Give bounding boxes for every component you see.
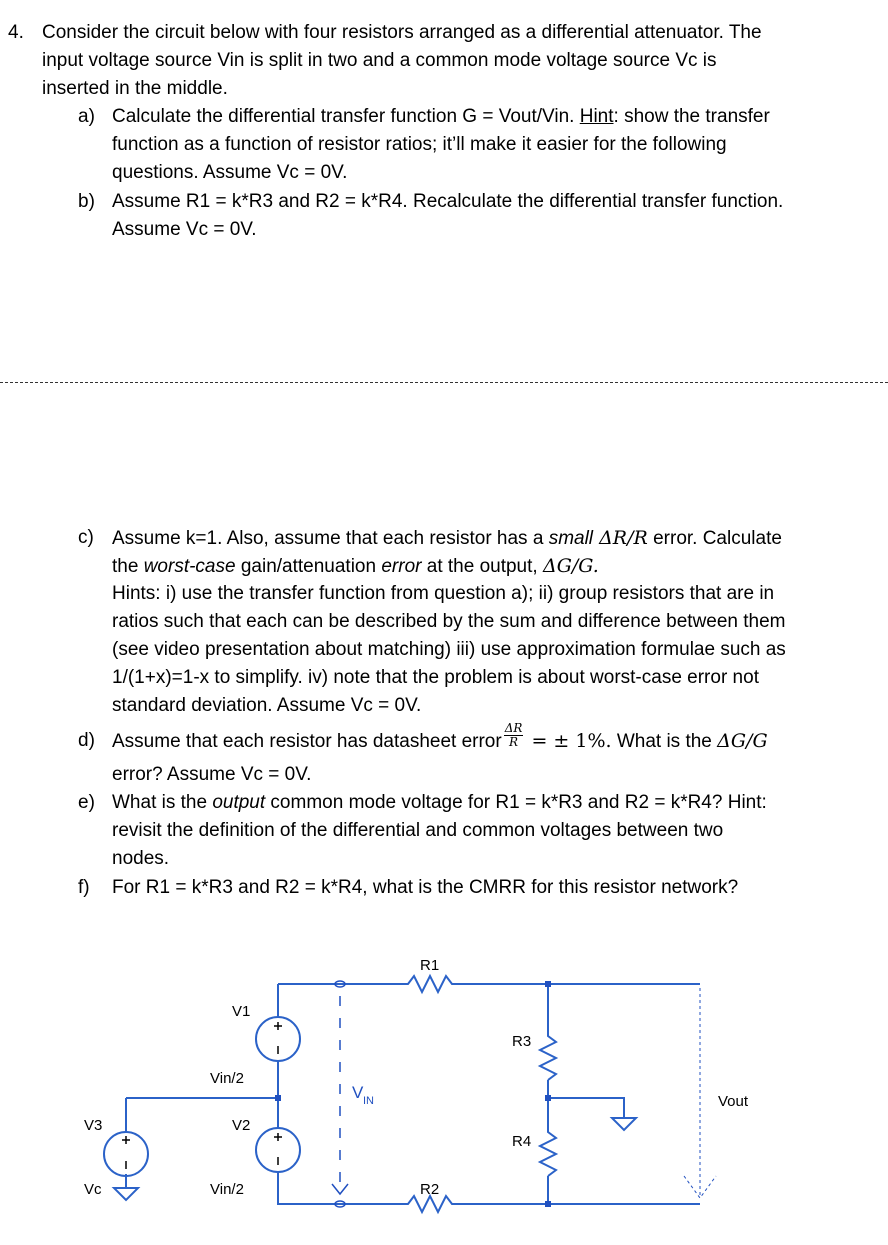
node-bottom [545, 1201, 551, 1207]
label-r4: R4 [512, 1133, 532, 1150]
part-c-small: small [548, 528, 594, 549]
r1-resistor [400, 976, 464, 992]
part-d-line-1 [112, 721, 768, 756]
node-top [545, 981, 551, 987]
part-c-line-7: standard deviation. Assume Vc = 0V. [112, 695, 422, 716]
part-a-line-1-pre: Calculate the differential transfer function G = Vout/Vin. [112, 106, 580, 127]
part-a-line-3: questions. Assume Vc = 0V. [112, 162, 348, 183]
nodes [275, 981, 551, 1207]
mid-wire [126, 1086, 278, 1116]
part-e-line-2: revisit the definition of the differential and common voltages between two [112, 820, 724, 841]
part-a-line-1 [112, 103, 770, 131]
part-c-marker: c) [78, 527, 94, 548]
top-wire [278, 984, 700, 992]
part-c-dr-over-r: ΔR/R [593, 527, 648, 549]
part-e-marker: e) [78, 792, 95, 813]
part-c-line-2-mid: gain/attenuation [235, 556, 382, 577]
circuit-diagram [0, 940, 888, 1240]
label-v1: V1 [232, 1003, 251, 1020]
part-c-line-1 [112, 524, 782, 553]
v2-plus [274, 1133, 282, 1141]
part-d-dg-over-g: ΔG/G [717, 730, 768, 752]
label-v3: V3 [84, 1117, 103, 1134]
label-vout: Vout [718, 1093, 749, 1110]
label-v2-value: Vin/2 [210, 1181, 244, 1198]
label-r3: R3 [512, 1033, 532, 1050]
part-a-line-2: function as a function of resistor ratios; it’ll make it easier for the following [112, 134, 727, 155]
part-e-line-1-pre: What is the [112, 792, 213, 813]
intro-line-2: input voltage source Vin is split in two and a common mode voltage source Vc is [42, 50, 717, 71]
problem-number: 4. [8, 22, 24, 43]
part-c-line-2-pre: the [112, 556, 144, 577]
part-f-marker: f) [78, 877, 90, 898]
part-d-fraction [504, 722, 524, 749]
label-vin-sub: IN [363, 1095, 374, 1107]
part-a-line-1-post: : show the transfer [613, 106, 770, 127]
part-d-line-1-pre: Assume that each resistor has datasheet error [112, 731, 502, 752]
vin-arrowhead-icon [332, 1184, 348, 1194]
part-f-line-1: For R1 = k*R3 and R2 = k*R4, what is the CMRR for this resistor network? [112, 877, 739, 898]
part-c-worst-case: worst-case [143, 556, 236, 577]
part-d-frac-num: ΔR [504, 721, 523, 736]
label-r2: R2 [420, 1181, 440, 1198]
r4-resistor [540, 1128, 556, 1176]
part-c-line-3: Hints: i) use the transfer function from question a); ii) group resistors that are in [112, 583, 775, 604]
part-e-output: output [212, 792, 266, 813]
part-d-frac-den: R [509, 735, 519, 750]
part-e-line-1-post: common mode voltage for R1 = k*R3 and R2 = k*R4? Hint: [265, 792, 767, 813]
r3-resistor [540, 1032, 556, 1080]
intro-line-3: inserted in the middle. [42, 78, 228, 99]
ground-tap-wire [548, 1098, 624, 1118]
v3-plus [122, 1136, 130, 1144]
node-mid-right [545, 1095, 551, 1101]
part-c-error: error [381, 556, 422, 577]
intro-line-1: Consider the circuit below with four resistors arranged as a differential attenuator. The [42, 22, 762, 43]
v1-plus [274, 1022, 282, 1030]
part-c-line-6: 1/(1+x)=1-x to simplify. iv) note that the problem is about worst-case error not [112, 667, 759, 688]
part-a-hint: Hint [579, 106, 614, 127]
part-c-dg-over-g: ΔG/G. [542, 555, 599, 577]
part-b-marker: b) [78, 191, 95, 212]
part-c-line-2 [112, 552, 599, 581]
label-r1: R1 [420, 957, 440, 974]
part-d-line-2: error? Assume Vc = 0V. [112, 764, 312, 785]
label-v2: V2 [232, 1117, 251, 1134]
wires [126, 984, 700, 1204]
label-v3-value: Vc [84, 1181, 102, 1198]
section-divider [0, 382, 888, 383]
r2-resistor [400, 1196, 464, 1212]
part-d-eq: = ± 1%. [525, 730, 612, 752]
part-a-marker: a) [78, 106, 95, 127]
part-d-line-1-post: What is the [611, 731, 718, 752]
part-e-line-3: nodes. [112, 848, 170, 869]
v3-ground-icon [114, 1188, 138, 1200]
part-c-line-1-post: error. Calculate [647, 528, 782, 549]
vin-annotation [332, 981, 348, 1207]
vout-annotation [684, 988, 716, 1198]
part-b-line-2: Assume Vc = 0V. [112, 219, 257, 240]
part-d-marker: d) [78, 730, 95, 751]
part-c-line-5: (see video presentation about matching) iii) use approximation formulae such as [112, 639, 786, 660]
node-mid-left [275, 1095, 281, 1101]
part-e-line-1 [112, 789, 767, 817]
label-v1-value: Vin/2 [210, 1070, 244, 1087]
part-b-line-1: Assume R1 = k*R3 and R2 = k*R4. Recalculate the differential transfer function. [112, 191, 784, 212]
label-vin: V [352, 1083, 364, 1102]
tap-ground-icon [612, 1118, 636, 1130]
part-c-line-4: ratios such that each can be described by the sum and difference between them [112, 611, 786, 632]
part-c-line-1-pre: Assume k=1. Also, assume that each resistor has a [112, 528, 549, 549]
part-c-line-2-post: at the output, [421, 556, 543, 577]
